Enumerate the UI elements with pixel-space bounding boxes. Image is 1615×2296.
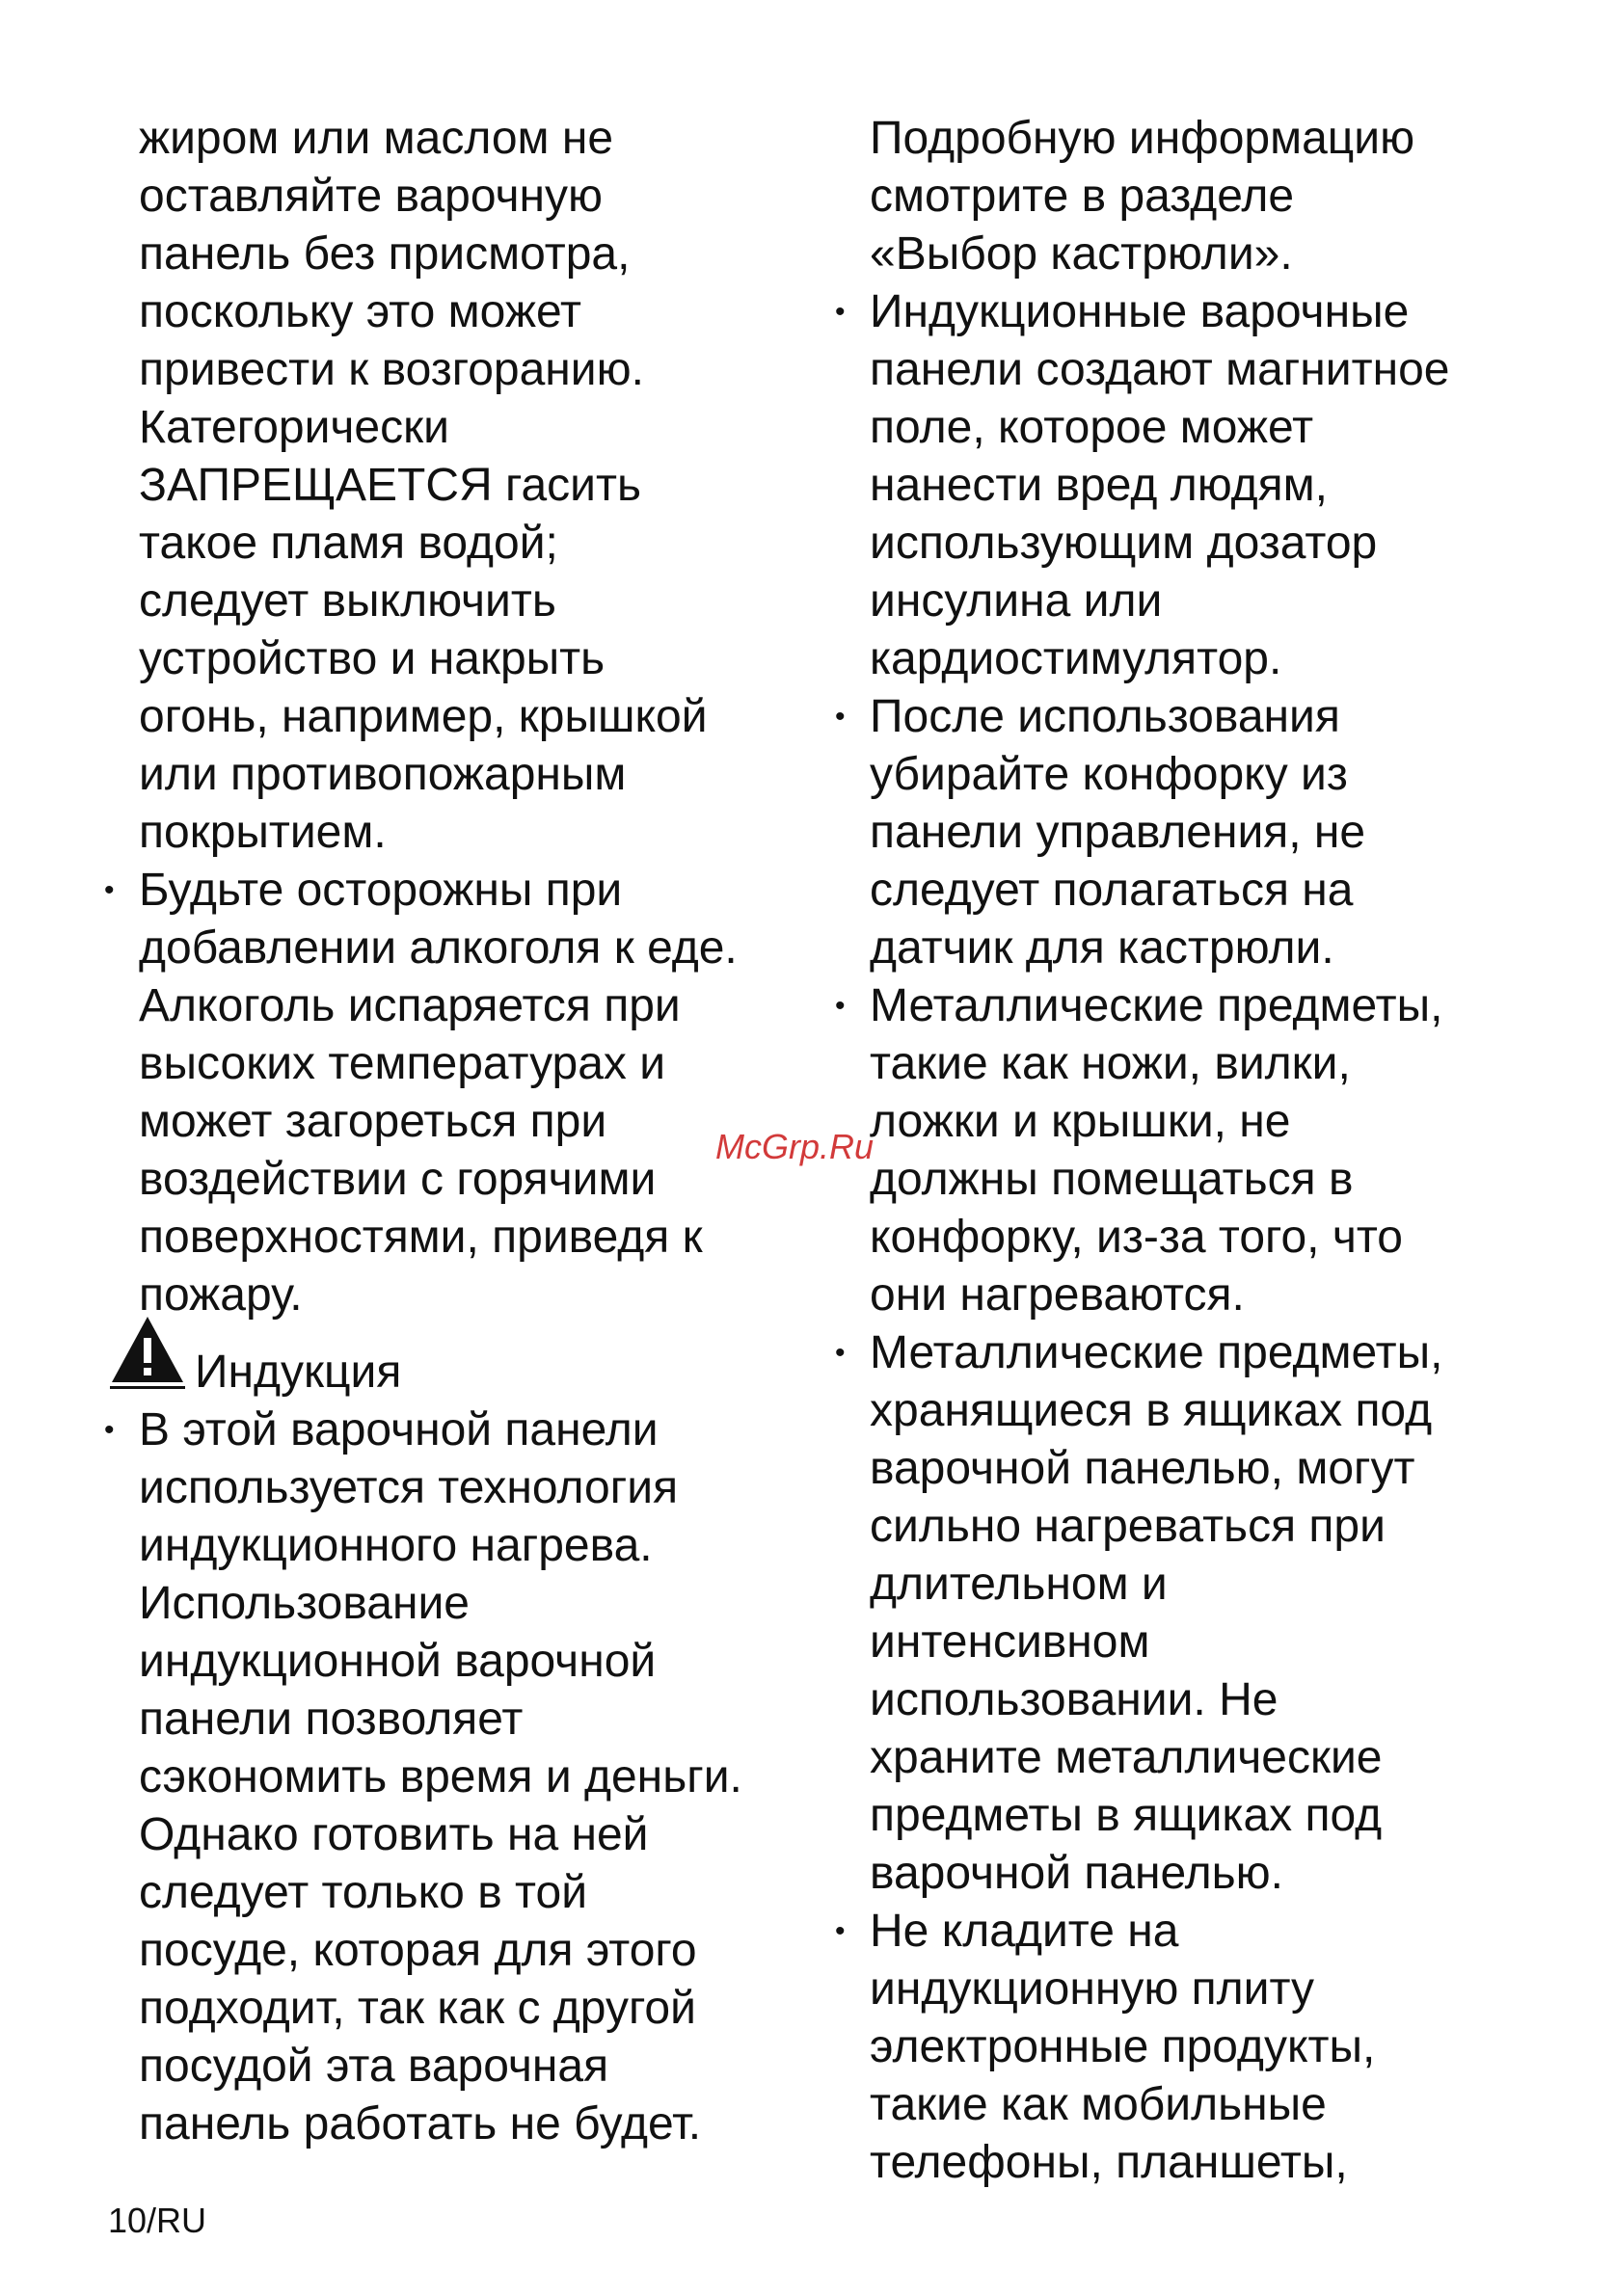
text-line: следует только в той <box>139 1867 587 1918</box>
text-line: храните металлические <box>870 1732 1383 1783</box>
text-line: Будьте осторожны при <box>139 865 623 916</box>
text-line: длительном и <box>870 1559 1168 1610</box>
text-line: покрытием. <box>139 807 387 858</box>
bullet-item-metal-objects <box>835 977 1574 1324</box>
text-line: огонь, например, крышкой <box>139 691 708 742</box>
text-line: должны помещаться в <box>870 1154 1354 1205</box>
text-line: устройство и накрыть <box>139 633 606 684</box>
text-line: Индукционные варочные <box>870 286 1410 337</box>
text-line: посуде, которая для этого <box>139 1925 697 1976</box>
text-line: панели создают магнитное <box>870 344 1450 395</box>
bullet-item-magnetic-field <box>835 283 1574 688</box>
text-line: используется технология <box>139 1462 679 1513</box>
text-line: может загореться при <box>139 1096 607 1147</box>
text-line: такие как мобильные <box>870 2079 1327 2130</box>
bullet-marker: • <box>835 296 846 328</box>
text-line: электронные продукты, <box>870 2021 1376 2072</box>
bullet-item-drawer-storage <box>835 1324 1574 1903</box>
text-line: Металлические предметы, <box>870 1327 1443 1378</box>
text-line: следует полагаться на <box>870 865 1354 916</box>
right-column <box>835 110 1574 2192</box>
bullet-marker: • <box>835 1337 846 1369</box>
text-line: добавлении алкоголя к еде. <box>139 922 738 974</box>
bullet-item-after-use <box>835 688 1574 977</box>
text-line: высоких температурах и <box>139 1038 666 1089</box>
text-line: Металлические предметы, <box>870 980 1443 1031</box>
text-line: привести к возгоранию. <box>139 344 644 395</box>
text-line: поверхностями, приведя к <box>139 1212 703 1263</box>
text-line: смотрите в разделе <box>870 171 1295 222</box>
text-line: панель без присмотра, <box>139 228 631 280</box>
bullet-marker: • <box>835 990 846 1022</box>
text-line: Подробную информацию <box>870 113 1415 164</box>
section-heading-text: Индукция <box>195 1347 402 1398</box>
text-line: После использования <box>870 691 1340 742</box>
text-line: следует выключить <box>139 575 556 627</box>
text-line: убирайте конфорку из <box>870 749 1348 800</box>
text-line: они нагреваются. <box>870 1269 1245 1321</box>
text-line: жиром или маслом не <box>139 113 614 164</box>
text-line: ЗАПРЕЩАЕТСЯ гасить <box>139 460 641 511</box>
text-line: поле, которое может <box>870 402 1314 453</box>
text-line: такие как ножи, вилки, <box>870 1038 1351 1089</box>
text-line: посудой эта варочная <box>139 2041 609 2092</box>
text-line: Использование <box>139 1578 470 1629</box>
text-line: сэкономить время и деньги. <box>139 1751 742 1802</box>
text-line: поскольку это может <box>139 286 582 337</box>
text-line: использующим дозатор <box>870 518 1378 569</box>
text-line: интенсивном <box>870 1616 1150 1668</box>
pan-info-continuation <box>870 110 1574 283</box>
text-line: хранящиеся в ящиках под <box>870 1385 1433 1436</box>
bullet-item-induction <box>104 1402 814 2153</box>
text-line: Не кладите на <box>870 1906 1179 1957</box>
text-line: пожару. <box>139 1269 303 1321</box>
bullet-marker: • <box>835 701 846 733</box>
text-line: панель работать не будет. <box>139 2098 702 2149</box>
text-line: подходит, так как с другой <box>139 1983 696 2034</box>
text-line: или противопожарным <box>139 749 627 800</box>
bullet-item-alcohol <box>104 862 814 1324</box>
text-line: использовании. Не <box>870 1674 1279 1725</box>
text-line: нанести вред людям, <box>870 460 1329 511</box>
bullet-item-electronics <box>835 1903 1574 2192</box>
text-line: телефоны, планшеты, <box>870 2137 1348 2188</box>
watermark: McGrp.Ru <box>715 1127 875 1166</box>
text-line: варочной панелью. <box>870 1848 1283 1899</box>
bullet-marker: • <box>104 874 115 906</box>
text-line: такое пламя водой; <box>139 518 558 569</box>
text-line: Однако готовить на ней <box>139 1809 649 1860</box>
text-line: инсулина или <box>870 575 1163 627</box>
text-line: В этой варочной панели <box>139 1404 659 1455</box>
text-line: Категорически <box>139 402 449 453</box>
text-line: оставляйте варочную <box>139 171 604 222</box>
section-heading-induction <box>139 1344 814 1402</box>
text-line: сильно нагреваться при <box>870 1501 1386 1552</box>
text-line: варочной панелью, могут <box>870 1443 1415 1494</box>
text-line: индукционной варочной <box>139 1636 657 1687</box>
bullet-marker: • <box>104 1414 115 1446</box>
text-line: предметы в ящиках под <box>870 1790 1383 1841</box>
text-line: панели позволяет <box>139 1694 524 1745</box>
text-line: воздействии с горячими <box>139 1154 657 1205</box>
text-line: панели управления, не <box>870 807 1366 858</box>
page-number: 10/RU <box>108 2201 207 2240</box>
fire-warning-continuation <box>139 110 814 862</box>
text-line: индукционного нагрева. <box>139 1520 653 1571</box>
text-line: индукционную плиту <box>870 1963 1315 2015</box>
text-line: датчик для кастрюли. <box>870 922 1334 974</box>
text-line: ложки и крышки, не <box>870 1096 1291 1147</box>
left-column <box>104 110 814 2153</box>
text-line: кардиостимулятор. <box>870 633 1282 684</box>
text-line: конфорку, из-за того, что <box>870 1212 1403 1263</box>
text-line: Алкоголь испаряется при <box>139 980 681 1031</box>
warning-triangle-icon <box>108 1313 187 1390</box>
text-line: «Выбор кастрюли». <box>870 228 1293 280</box>
bullet-marker: • <box>835 1915 846 1947</box>
